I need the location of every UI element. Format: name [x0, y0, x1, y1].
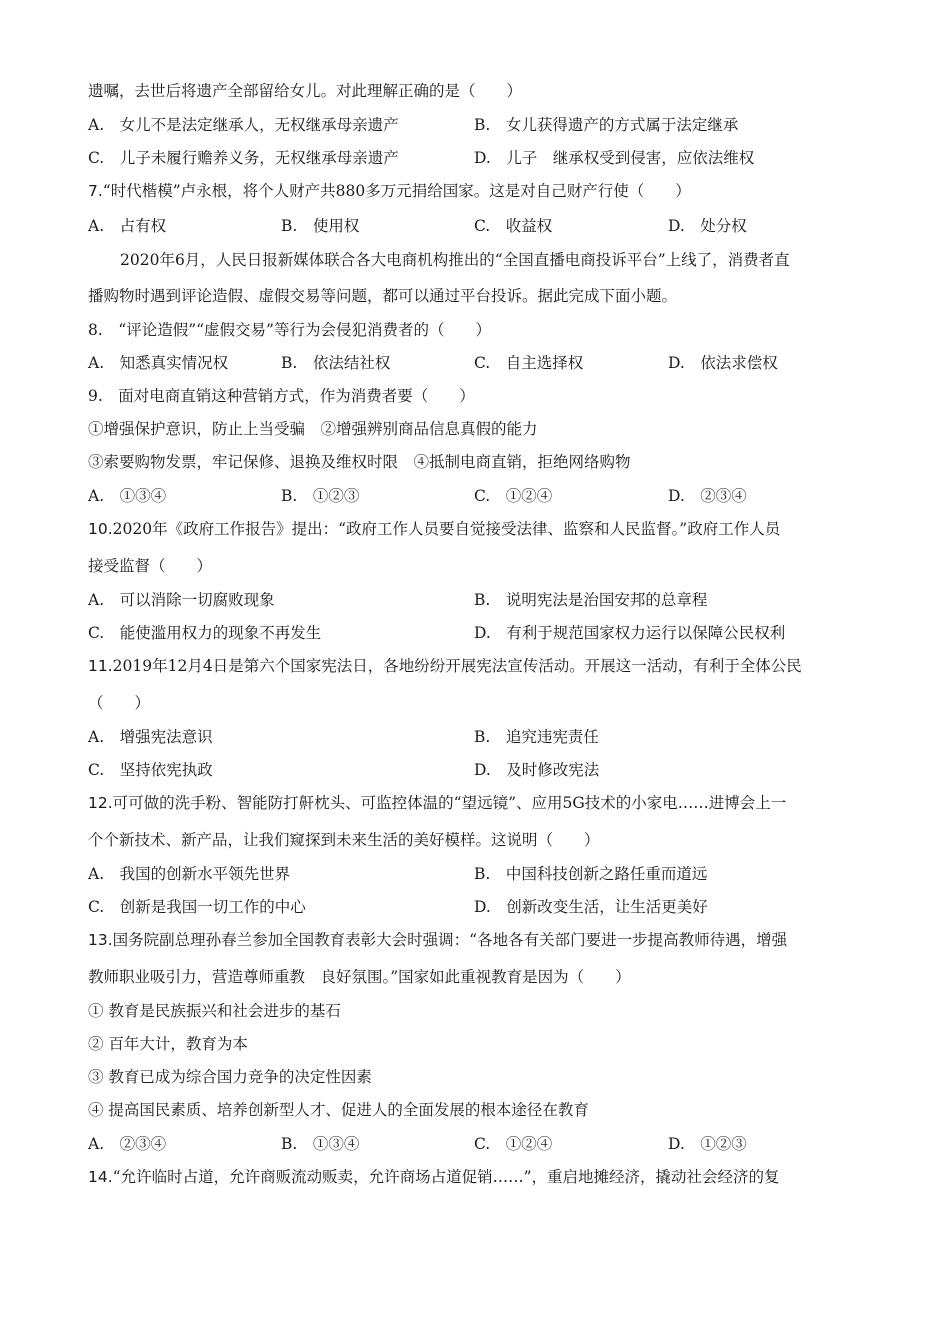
q12-stem-line-2: 个个新技术、新产品，让我们窥探到未来生活的美好模样。这说明（ ）	[88, 831, 600, 849]
q7-option-c: C. 收益权	[474, 217, 553, 235]
q6-option-d: D. 儿子 继承权受到侵害，应依法维权	[474, 149, 755, 167]
q10-option-a: A. 可以消除一切腐败现象	[88, 591, 275, 609]
q11-number: 11.	[88, 657, 113, 675]
q10-stem-line-2: 接受监督（ ）	[88, 557, 213, 575]
q12-number: 12.	[88, 794, 113, 812]
q8-option-d: D. 依法求偿权	[668, 354, 778, 372]
q9-items-line-2: ③索要购物发票，牢记保修、退换及维权时限 ④抵制电商直销，拒绝网络购物	[88, 453, 631, 471]
q6-stem-tail: 遗嘱，去世后将遗产全部留给女儿。对此理解正确的是（ ）	[88, 82, 523, 100]
q12-option-a: A. 我国的创新水平领先世界	[88, 865, 291, 883]
q8-option-b: B. 依法结社权	[281, 354, 391, 372]
q13-item-1: ① 教育是民族振兴和社会进步的基石	[88, 1002, 341, 1020]
q10-stem-text: 2020年《政府工作报告》提出：“政府工作人员要自觉接受法律、监察和人民监督。”政府工作人员	[112, 520, 781, 538]
q11-option-c: C. 坚持依宪执政	[88, 761, 213, 779]
q6-option-a: A. 女儿不是法定继承人，无权继承母亲遗产	[88, 116, 399, 134]
q13-option-a: A. ②③④	[88, 1135, 167, 1153]
q8-stem: 8. “评论造假”“虚假交易”等行为会侵犯消费者的（ ）	[88, 321, 491, 339]
q9-option-a: A. ①③④	[88, 487, 167, 505]
q11-stem-line-1	[88, 655, 802, 677]
q11-option-a: A. 增强宪法意识	[88, 728, 213, 746]
q13-option-c: C. ①②④	[474, 1135, 553, 1153]
q7-number: 7.	[88, 182, 103, 200]
q13-stem-line-1	[88, 929, 787, 951]
q13-stem-line-2: 教师职业吸引力，营造尊师重教 良好氛围。”国家如此重视教育是因为（ ）	[88, 968, 631, 986]
q12-stem-line-1	[88, 792, 786, 814]
q13-item-4: ④ 提高国民素质、培养创新型人才、促进人的全面发展的根本途径在教育	[88, 1101, 589, 1119]
q7-option-a: A. 占有权	[88, 217, 167, 235]
q9-option-d: D. ②③④	[668, 487, 747, 505]
material-line-1: 2020年6月，人民日报新媒体联合各大电商机构推出的“全国直播电商投诉平台”上线了，消费者直	[120, 251, 790, 269]
q8-option-a: A. 知悉真实情况权	[88, 354, 229, 372]
q7-stem	[88, 180, 691, 202]
q13-item-3: ③ 教育已成为综合国力竞争的决定性因素	[88, 1068, 372, 1086]
q12-option-b: B. 中国科技创新之路任重而道远	[474, 865, 708, 883]
q10-option-d: D. 有利于规范国家权力运行以保障公民权利	[474, 624, 786, 642]
q10-number: 10.	[88, 520, 113, 538]
q14-stem-text: “允许临时占道，允许商贩流动贩卖，允许商场占道促销……”，重启地摊经济，撬动社会经济的复	[112, 1168, 780, 1186]
q6-option-c: C. 儿子未履行赡养义务，无权继承母亲遗产	[88, 149, 399, 167]
q9-option-c: C. ①②④	[474, 487, 553, 505]
q10-option-c: C. 能使滥用权力的现象不再发生	[88, 624, 322, 642]
q13-stem-text: 国务院副总理孙春兰参加全国教育表彰大会时强调：“各地各有关部门要进一步提高教师待遇，增强	[112, 931, 788, 949]
q14-stem-line-1	[88, 1166, 780, 1188]
material-line-2: 播购物时遇到评论造假、虚假交易等问题，都可以通过平台投诉。据此完成下面小题。	[88, 287, 678, 305]
q12-option-c: C. 创新是我国一切工作的中心	[88, 898, 306, 916]
q9-items-line-1: ①增强保护意识，防止上当受骗 ②增强辨别商品信息真假的能力	[88, 420, 538, 438]
q13-number: 13.	[88, 931, 113, 949]
q10-option-b: B. 说明宪法是治国安邦的总章程	[474, 591, 708, 609]
q13-item-2: ② 百年大计，教育为本	[88, 1035, 248, 1053]
q11-stem-text: 2019年12月4日是第六个国家宪法日，各地纷纷开展宪法宣传活动。开展这一活动，有利于全体公民	[112, 657, 802, 675]
q14-number: 14.	[88, 1168, 113, 1186]
q13-option-d: D. ①②③	[668, 1135, 747, 1153]
q11-option-b: B. 追究违宪责任	[474, 728, 599, 746]
q8-option-c: C. 自主选择权	[474, 354, 584, 372]
q10-stem-line-1	[88, 518, 780, 540]
q6-option-b: B. 女儿获得遗产的方式属于法定继承	[474, 116, 739, 134]
q11-option-d: D. 及时修改宪法	[474, 761, 600, 779]
q13-option-b: B. ①③④	[281, 1135, 360, 1153]
q7-stem-text: “时代楷模”卢永根，将个人财产共880多万元捐给国家。这是对自己财产行使（ ）	[102, 182, 691, 200]
q12-stem-text: 可可做的洗手粉、智能防打鼾枕头、可监控体温的“望远镜”、应用5G技术的小家电……进博会上一	[112, 794, 787, 812]
q12-option-d: D. 创新改变生活，让生活更美好	[474, 898, 708, 916]
q7-option-d: D. 处分权	[668, 217, 747, 235]
q9-option-b: B. ①②③	[281, 487, 360, 505]
q9-stem: 9. 面对电商直销这种营销方式，作为消费者要（ ）	[88, 387, 475, 405]
q7-option-b: B. 使用权	[281, 217, 360, 235]
q11-stem-line-2: （ ）	[88, 694, 151, 712]
